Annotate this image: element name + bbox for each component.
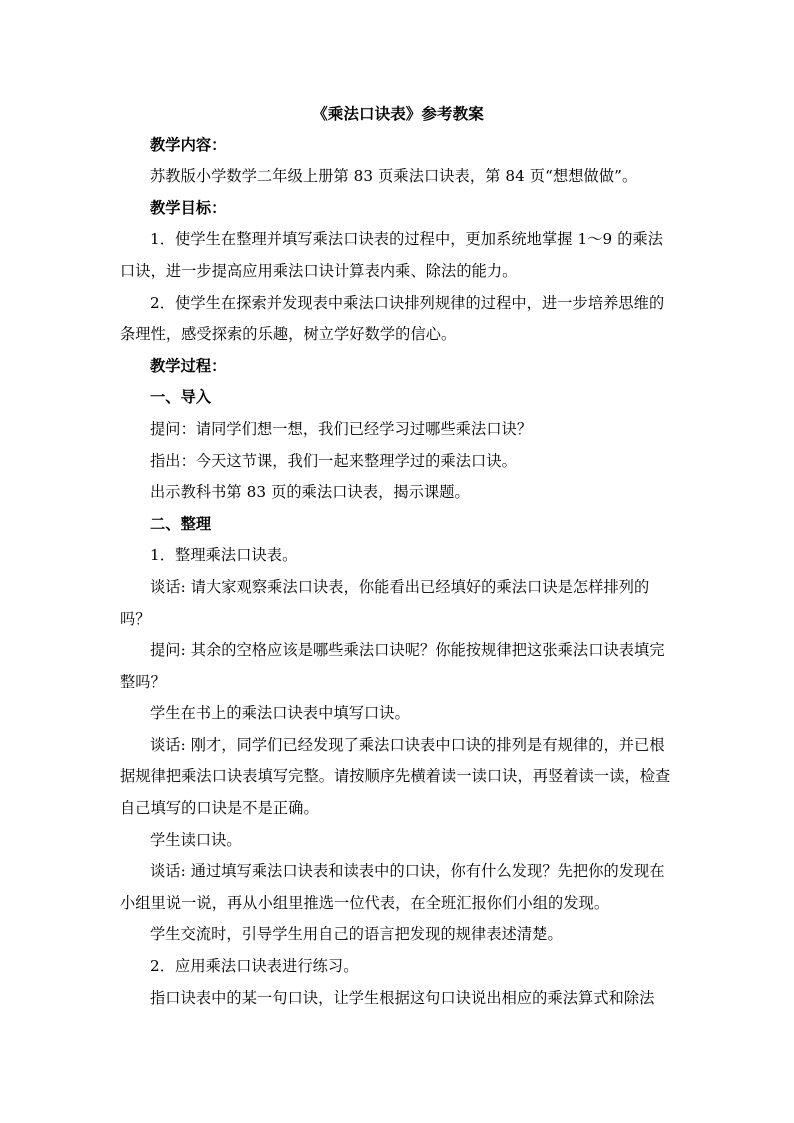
paragraph-organize-1: 1．整理乘法口诀表。 bbox=[150, 546, 298, 565]
paragraph-organize-10: 指口诀表中的某一句口诀，让学生根据这句口诀说出相应的乘法算式和除法 bbox=[150, 988, 655, 1007]
paragraph-intro-show: 出示教科书第 83 页的乘法口诀表，揭示课题。 bbox=[150, 483, 470, 502]
heading-teaching-process: 教学过程： bbox=[150, 356, 227, 375]
paragraph-organize-5: 谈话: 刚才，同学们已经发现了乘法口诀表中口诀的排列是有规律的，并已根据规律把乘法口诀表填写完整。请按顺序先横着读一读口诀，再竖着读一读，检查自己填写的口诀是不是正确。 bbox=[120, 735, 671, 818]
paragraph-organize-7: 谈话: 通过填写乘法口诀表和读表中的口诀，你有什么发现？先把你的发现在小组里说一说，再从小组里推选一位代表，在全班汇报你们小组的发现。 bbox=[120, 862, 665, 912]
paragraph-organize-4: 学生在书上的乘法口诀表中填写口诀。 bbox=[150, 704, 410, 723]
paragraph-teaching-content: 苏教版小学数学二年级上册第 83 页乘法口诀表，第 84 页“想想做做”。 bbox=[150, 167, 638, 186]
paragraph-goal-1: 1．使学生在整理并填写乘法口诀表的过程中，更加系统地掌握 1～9 的乘法口诀，进一步提高应用乘法口诀计算表内乘、除法的能力。 bbox=[120, 230, 664, 280]
heading-section-intro: 一、导入 bbox=[150, 388, 212, 407]
paragraph-intro-point: 指出：今天这节课，我们一起来整理学过的乘法口诀。 bbox=[150, 451, 517, 470]
document-body bbox=[120, 98, 676, 1014]
paragraph-organize-9: 2．应用乘法口诀表进行练习。 bbox=[150, 957, 359, 976]
paragraph-goal-2: 2．使学生在探索并发现表中乘法口诀排列规律的过程中，进一步培养思维的条理性，感受探索的乐趣，树立学好数学的信心。 bbox=[120, 293, 665, 344]
paragraph-organize-2: 谈话: 请大家观察乘法口诀表，你能看出已经填好的乘法口诀是怎样排列的吗？ bbox=[120, 577, 650, 628]
heading-section-organize: 二、整理 bbox=[150, 514, 212, 533]
paragraph-organize-8: 学生交流时，引导学生用自己的语言把发现的规律表述清楚。 bbox=[150, 925, 563, 944]
heading-teaching-content: 教学内容： bbox=[150, 135, 227, 154]
document-title: 《乘法口诀表》参考教案 bbox=[312, 104, 484, 123]
paragraph-organize-6: 学生读口诀。 bbox=[150, 830, 242, 849]
heading-teaching-goals: 教学目标： bbox=[150, 198, 227, 217]
paragraph-intro-question: 提问：请同学们想一想，我们已经学习过哪些乘法口诀？ bbox=[150, 419, 533, 438]
paragraph-organize-3: 提问: 其余的空格应该是哪些乘法口诀呢？你能按规律把这张乘法口诀表填完整吗？ bbox=[120, 641, 665, 691]
